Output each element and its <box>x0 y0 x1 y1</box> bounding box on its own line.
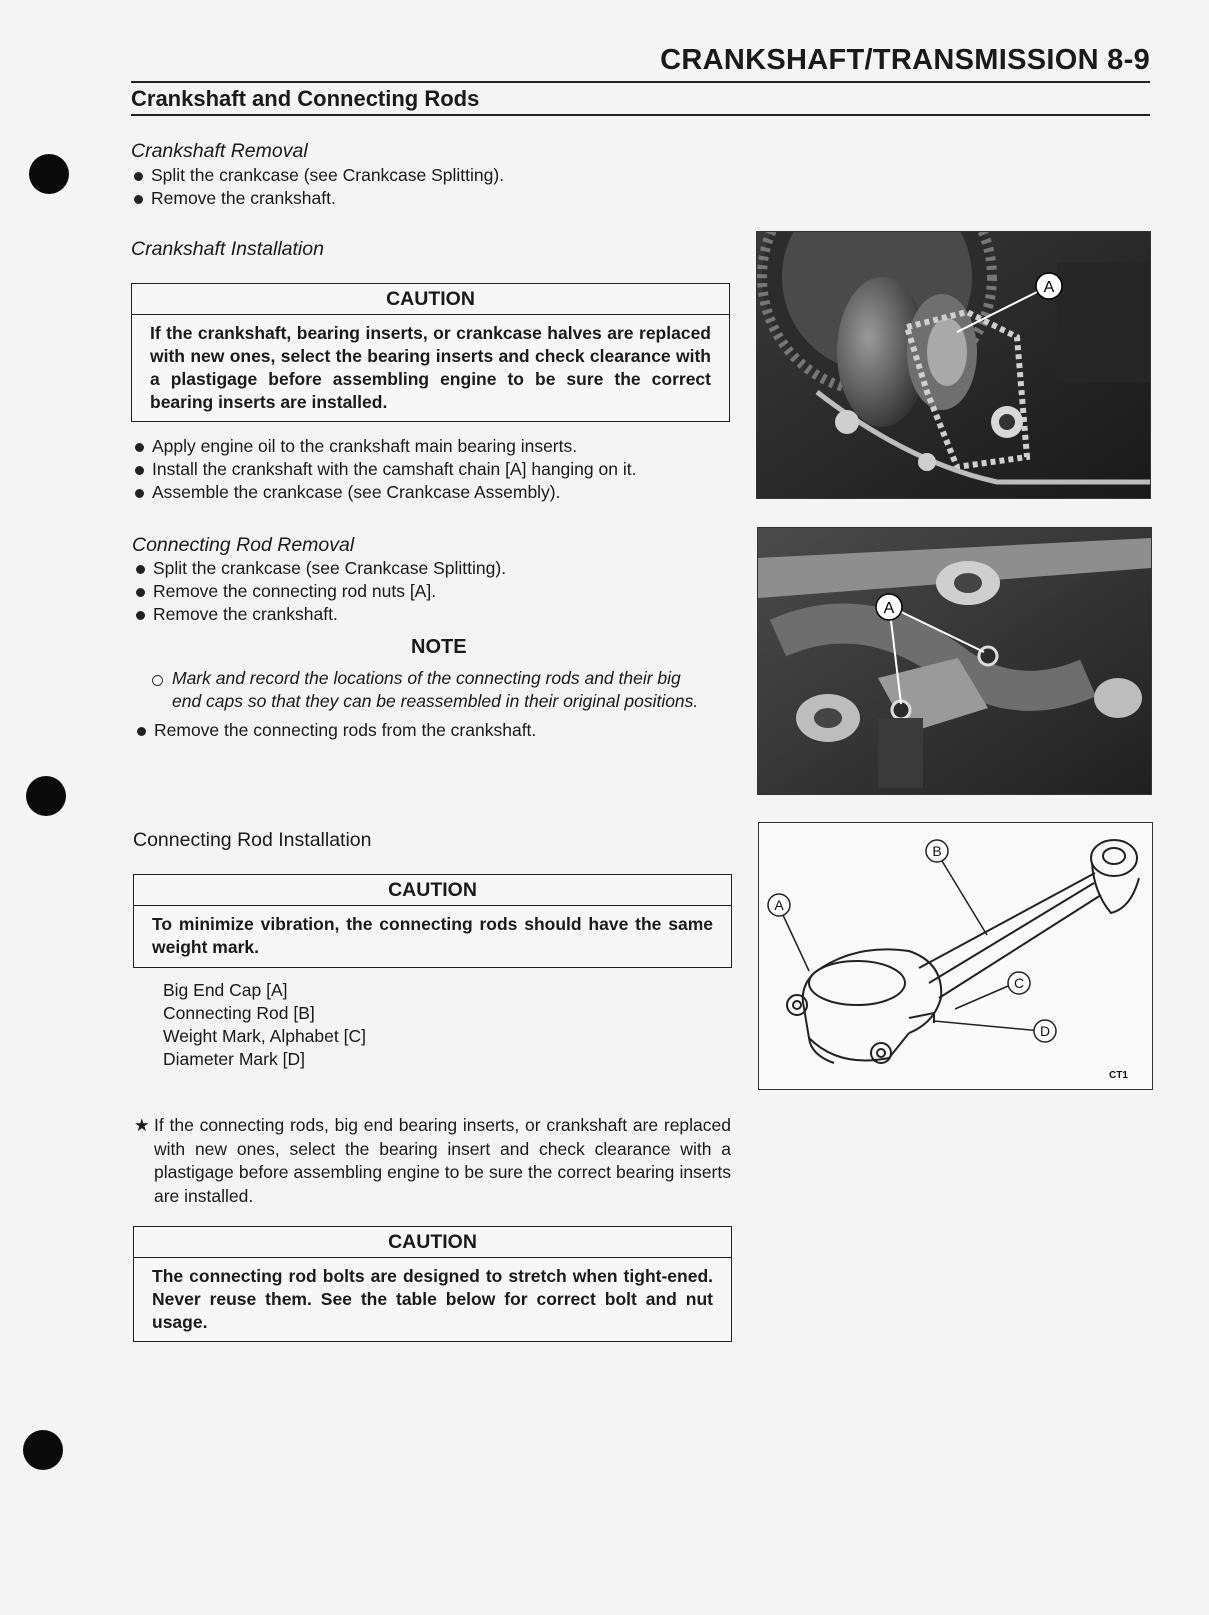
rod-removal-steps <box>133 557 506 626</box>
list-item: Apply engine oil to the crankshaft main bearing inserts. <box>132 435 636 458</box>
list-item: Install the crankshaft with the camshaft chain [A] hanging on it. <box>132 458 636 481</box>
star-icon: ★ <box>134 1115 150 1135</box>
note-title: NOTE <box>411 636 467 658</box>
list-item: Split the crankcase (see Crankcase Splitting). <box>131 164 504 187</box>
note-line: Mark and record the locations of the connecting rods and their big <box>172 668 681 688</box>
caution-text: The connecting rod bolts are designed to stretch when tight-ened. Never reuse them. See the table below for correct bolt and nut usage. <box>152 1266 713 1332</box>
caution-box-rod-bolts <box>133 1226 732 1342</box>
connecting-rod-nuts-photo <box>757 527 1152 795</box>
star-condition-paragraph <box>134 1114 731 1208</box>
binder-hole-middle <box>26 776 66 816</box>
binder-hole-top <box>29 154 69 194</box>
list-item: Remove the crankshaft. <box>131 187 504 210</box>
legend-item: Weight Mark, Alphabet [C] <box>163 1026 366 1046</box>
connecting-rod-diagram <box>758 822 1153 1090</box>
note-line: end caps so that they can be reassembled in their original positions. <box>172 691 699 711</box>
caution-title: CAUTION <box>132 284 729 315</box>
crankshaft-installation-heading: Crankshaft Installation <box>131 238 324 260</box>
list-item: Remove the crankshaft. <box>133 603 506 626</box>
caution-title: CAUTION <box>134 875 731 906</box>
header-rule <box>131 81 1150 83</box>
caution-box-crankshaft <box>131 283 730 422</box>
legend-item: Diameter Mark [D] <box>163 1049 305 1069</box>
caution-text: If the crankshaft, bearing inserts, or crankcase halves are replaced with new ones, select the bearing inserts and check clearance with a plastigage before assembling engine to be sure the correct bearing inserts are installed. <box>150 323 711 412</box>
section-title: Crankshaft and Connecting Rods <box>131 86 480 111</box>
legend-item: Big End Cap [A] <box>163 980 288 1000</box>
caution-box-weight-mark <box>133 874 732 968</box>
crankshaft-removal-heading: Crankshaft Removal <box>131 140 308 162</box>
legend-item: Connecting Rod [B] <box>163 1003 315 1023</box>
callout-a-diagram: A <box>774 897 784 913</box>
figure-legend <box>163 979 366 1071</box>
rod-removal-heading: Connecting Rod Removal <box>132 534 355 556</box>
list-item: Split the crankcase (see Crankcase Splitting). <box>133 557 506 580</box>
caution-text: To minimize vibration, the connecting rods should have the same weight mark. <box>152 914 713 957</box>
binder-hole-bottom <box>23 1430 63 1470</box>
callout-c-diagram: C <box>1013 975 1025 991</box>
rod-installation-heading: Connecting Rod Installation <box>133 829 372 851</box>
page-header-title: CRANKSHAFT/TRANSMISSION 8-9 <box>660 44 1150 76</box>
list-item: Remove the connecting rods from the crankshaft. <box>134 719 536 742</box>
crankshaft-installation-steps <box>132 435 636 504</box>
callout-d-diagram: D <box>1039 1023 1051 1039</box>
list-item: Remove the connecting rod nuts [A]. <box>133 580 506 603</box>
diagram-code: CT1 <box>1109 1070 1128 1081</box>
crankshaft-chain-photo <box>756 231 1151 499</box>
callout-b-diagram: B <box>932 843 942 859</box>
callout-a-photo2: A <box>883 600 895 617</box>
crankshaft-removal-steps <box>131 164 504 210</box>
callout-a-photo1: A <box>1043 279 1055 296</box>
star-condition-text: If the connecting rods, big end bearing inserts, or crankshaft are replaced with new ones, select the bearing insert and check clearance with a plastigage before assembling engine to be sure the correct bearing inserts are installed. <box>154 1115 731 1206</box>
rod-removal-final-step <box>134 719 536 742</box>
list-item: Assemble the crankcase (see Crankcase Assembly). <box>132 481 636 504</box>
caution-title: CAUTION <box>134 1227 731 1258</box>
section-rule <box>131 114 1150 116</box>
note-text <box>152 667 732 713</box>
open-circle-icon <box>152 675 163 686</box>
